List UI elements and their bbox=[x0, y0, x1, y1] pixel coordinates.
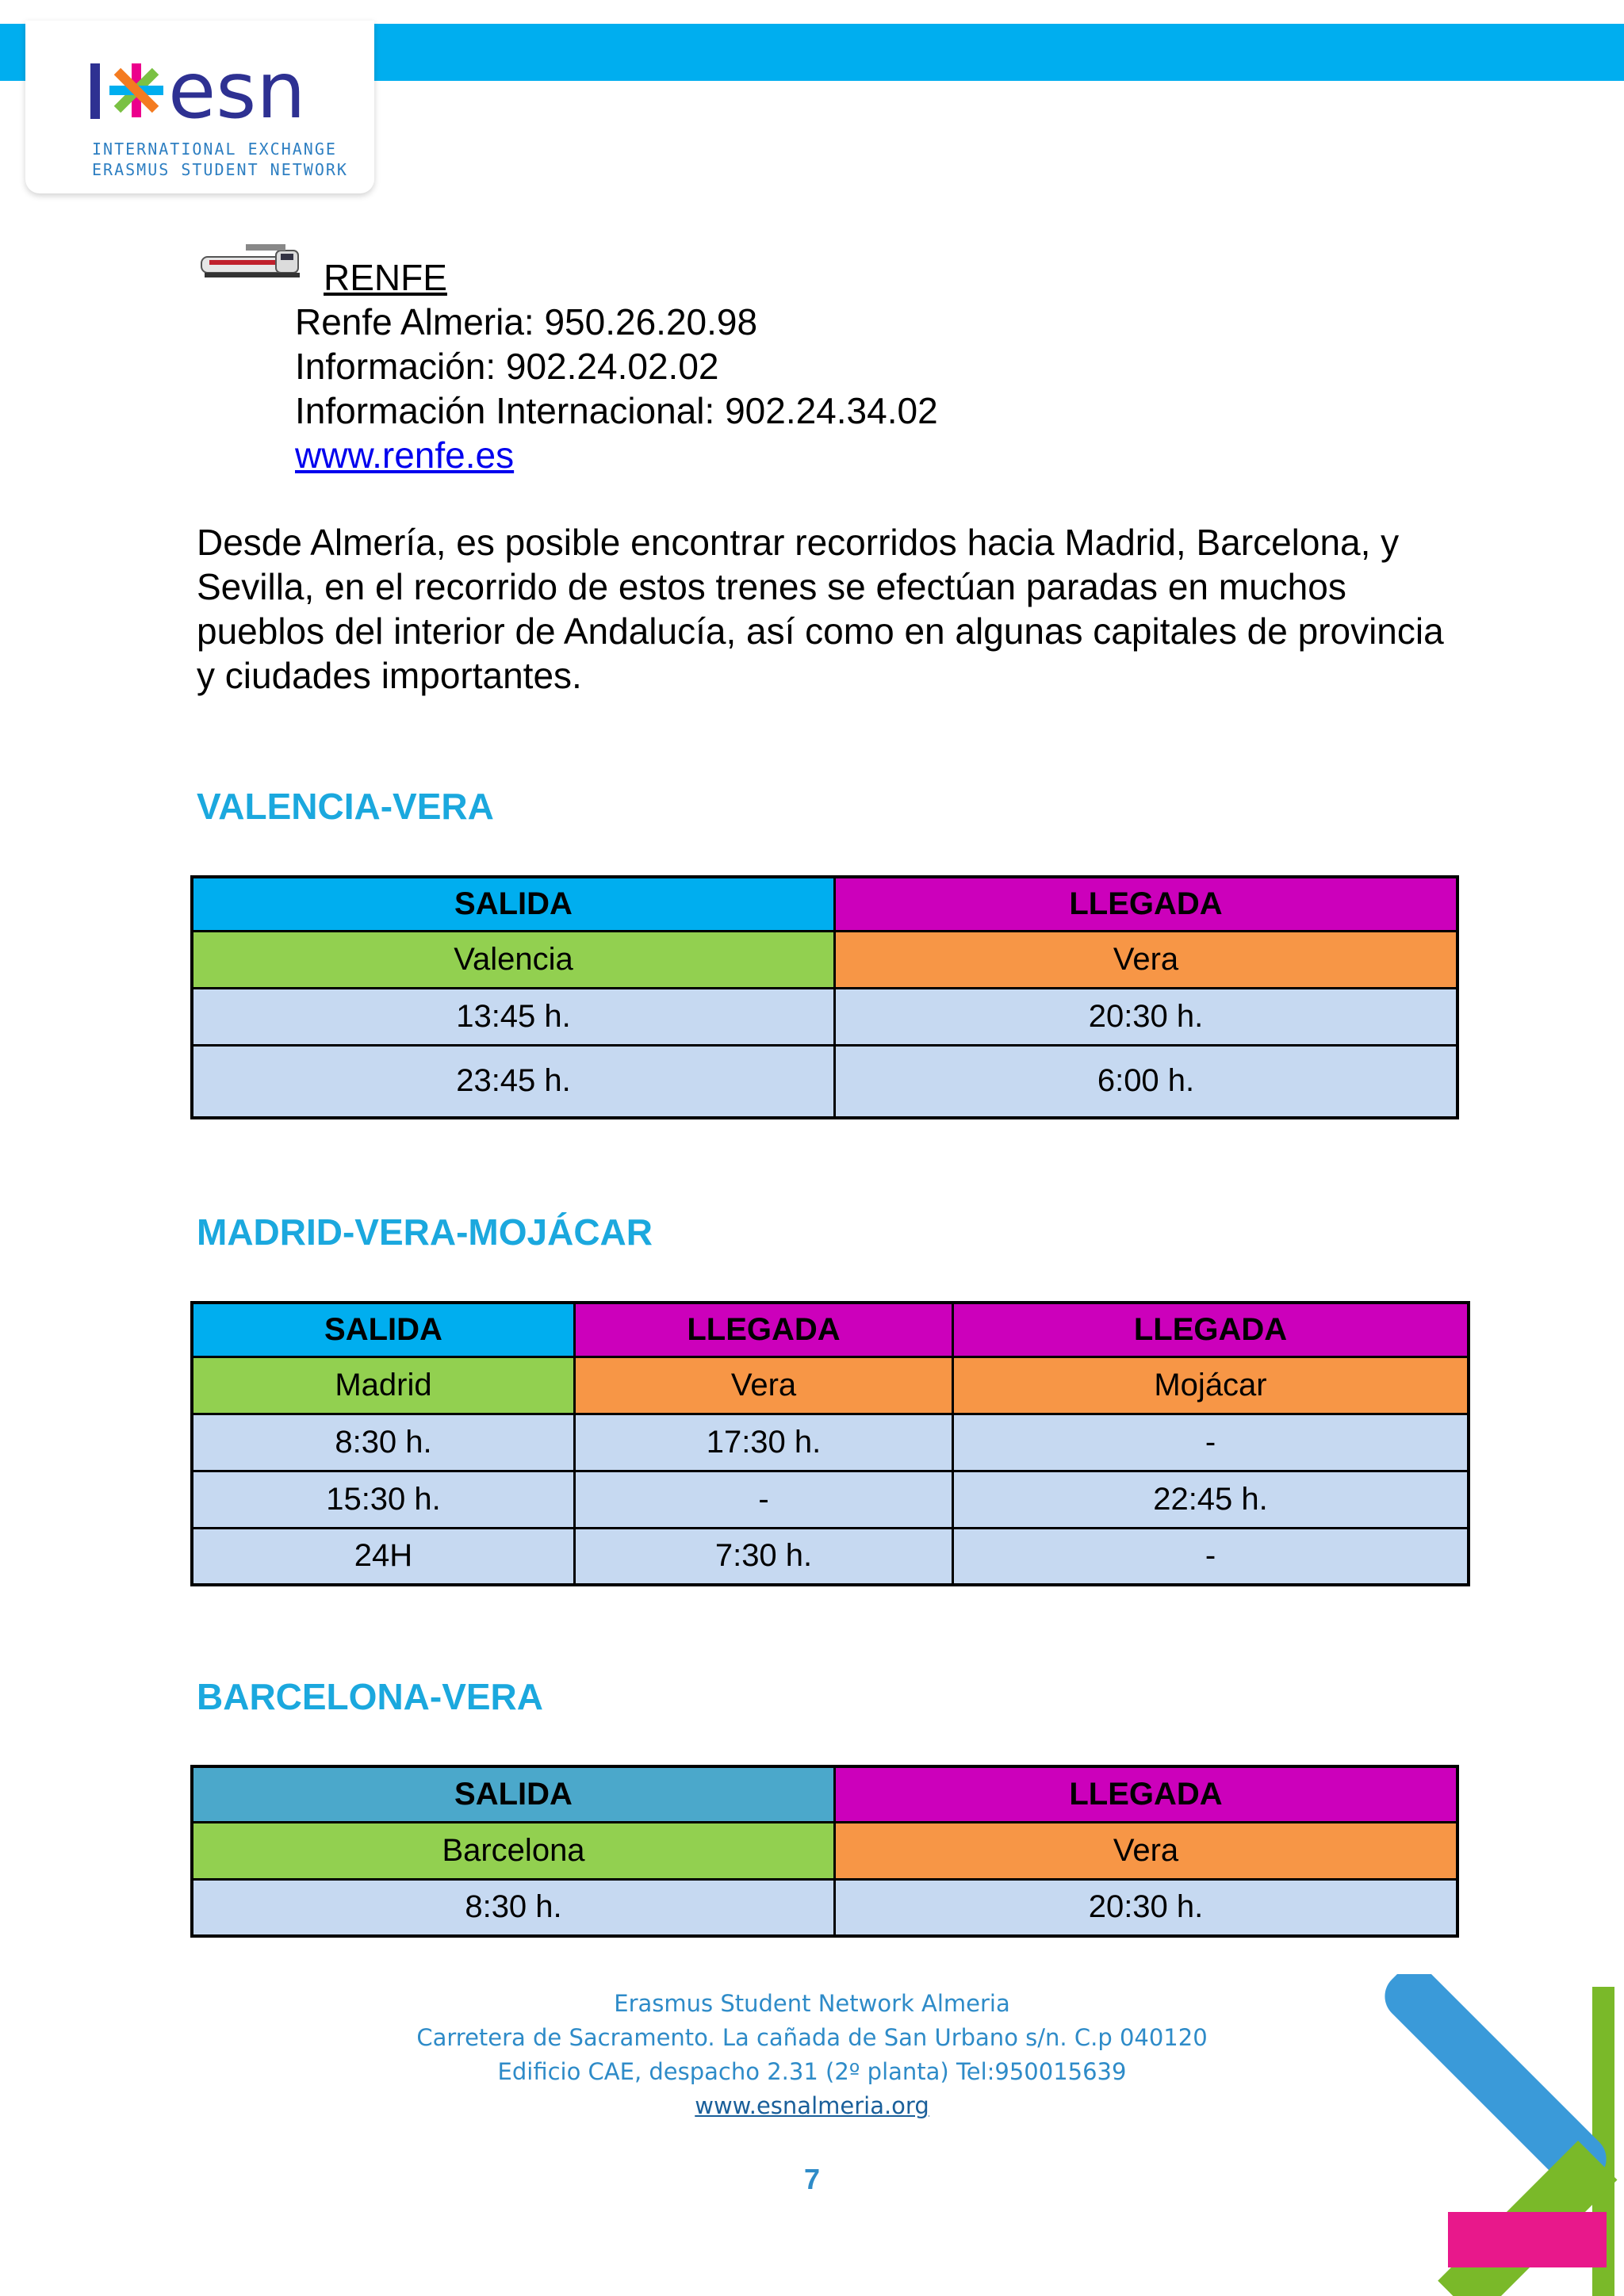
page-number: 7 bbox=[803, 2163, 821, 2195]
time-cell: 13:45 h. bbox=[192, 988, 835, 1045]
header-salida: SALIDA bbox=[192, 1766, 835, 1822]
logo-line-2: ERASMUS STUDENT NETWORK bbox=[92, 160, 348, 179]
time-cell: - bbox=[575, 1471, 953, 1528]
footer-address: Carretera de Sacramento. La cañada de San Urbano s/n. C.p 040120 bbox=[416, 2024, 1208, 2051]
header-llegada: LLEGADA bbox=[953, 1303, 1469, 1357]
header-llegada: LLEGADA bbox=[835, 877, 1458, 931]
time-cell: - bbox=[953, 1528, 1469, 1585]
renfe-phone: Renfe Almeria: 950.26.20.98 bbox=[295, 301, 758, 342]
time-cell: 24H bbox=[192, 1528, 575, 1585]
header-salida: SALIDA bbox=[192, 877, 835, 931]
footer-office: Edificio CAE, despacho 2.31 (2º planta) Tel:950015639 bbox=[497, 2058, 1127, 2085]
time-cell: 17:30 h. bbox=[575, 1414, 953, 1471]
schedule-table-madrid-vera-mojacar bbox=[190, 1301, 1470, 1586]
time-cell: 15:30 h. bbox=[192, 1471, 575, 1528]
esn-star-logo-icon bbox=[63, 38, 365, 125]
train-icon bbox=[198, 243, 306, 284]
time-cell: 20:30 h. bbox=[835, 988, 1458, 1045]
logo-line-1: INTERNATIONAL EXCHANGE bbox=[92, 140, 337, 159]
place-destination: Vera bbox=[835, 931, 1458, 988]
time-cell: 6:00 h. bbox=[835, 1045, 1458, 1118]
renfe-title: RENFE bbox=[324, 257, 447, 298]
renfe-website-link[interactable]: www.renfe.es bbox=[295, 434, 515, 476]
place-origin: Barcelona bbox=[192, 1822, 835, 1879]
header-llegada: LLEGADA bbox=[575, 1303, 953, 1357]
time-cell: 8:30 h. bbox=[192, 1879, 835, 1936]
time-cell: 8:30 h. bbox=[192, 1414, 575, 1471]
place-origin: Madrid bbox=[192, 1357, 575, 1414]
section-title-valencia-vera: VALENCIA-VERA bbox=[197, 786, 494, 827]
place-origin: Valencia bbox=[192, 931, 835, 988]
footer-website-link[interactable]: www.esnalmeria.org bbox=[695, 2092, 929, 2119]
logo-wordmark: esn bbox=[168, 46, 306, 125]
place-destination: Mojácar bbox=[953, 1357, 1469, 1414]
time-cell: - bbox=[953, 1414, 1469, 1471]
time-cell: 23:45 h. bbox=[192, 1045, 835, 1118]
footer-org: Erasmus Student Network Almeria bbox=[614, 1990, 1010, 2017]
time-cell: 7:30 h. bbox=[575, 1528, 953, 1585]
time-cell: 22:45 h. bbox=[953, 1471, 1469, 1528]
renfe-info: Información: 902.24.02.02 bbox=[295, 346, 719, 387]
header-llegada: LLEGADA bbox=[835, 1766, 1458, 1822]
time-cell: 20:30 h. bbox=[835, 1879, 1458, 1936]
header-salida: SALIDA bbox=[192, 1303, 575, 1357]
corner-decoration-icon bbox=[1340, 1974, 1624, 2296]
place-destination: Vera bbox=[575, 1357, 953, 1414]
intro-paragraph: Desde Almería, es posible encontrar recorridos hacia Madrid, Barcelona, y Sevilla, en el recorrido de estos trenes se efectúan paradas en muchos pueblos del interior de Andalucía, así como en algunas capitales de provincia y ciudades importantes. bbox=[197, 522, 1444, 696]
place-destination: Vera bbox=[835, 1822, 1458, 1879]
renfe-info-intl: Información Internacional: 902.24.34.02 bbox=[295, 390, 938, 431]
section-title-barcelona-vera: BARCELONA-VERA bbox=[197, 1676, 543, 1717]
schedule-table-barcelona-vera bbox=[190, 1765, 1459, 1938]
schedule-table-valencia-vera bbox=[190, 875, 1459, 1119]
section-title-madrid-vera-mojacar: MADRID-VERA-MOJÁCAR bbox=[197, 1211, 653, 1253]
esn-logo bbox=[25, 21, 374, 193]
